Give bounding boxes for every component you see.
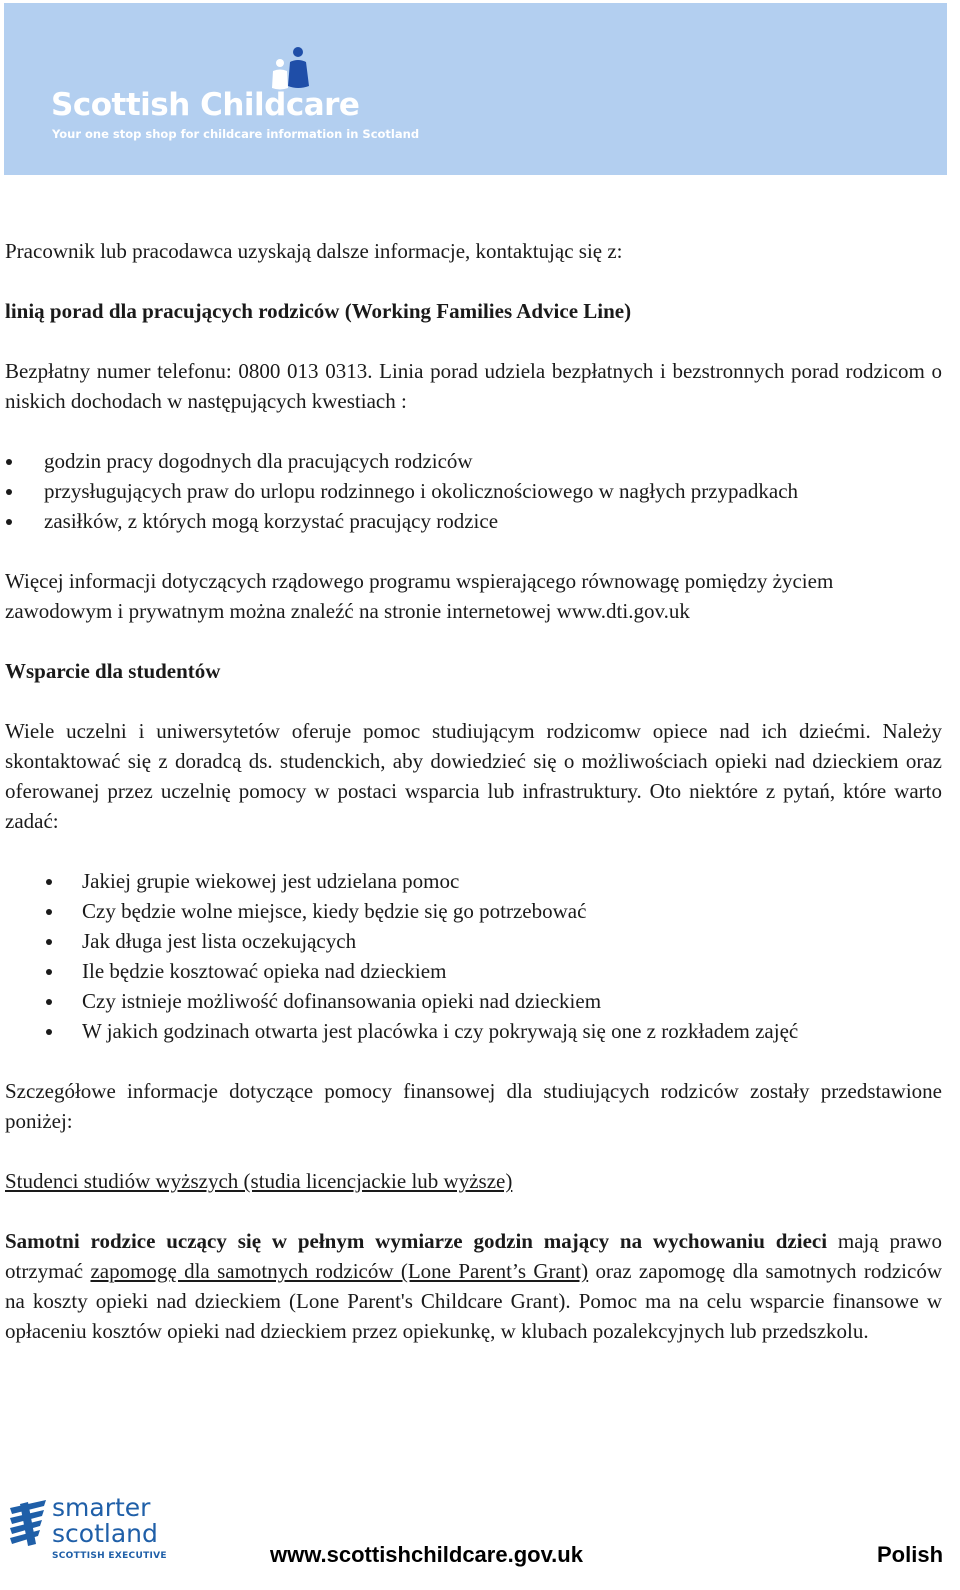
footer-url-link[interactable]: www.scottishchildcare.gov.uk — [270, 1542, 583, 1567]
list-item: Jakiej grupie wiekowej jest udzielana pomoc — [5, 866, 942, 896]
lone-parents-bold: Samotni rodzice uczący się w pełnym wymiarze godzin mający na wychowaniu dzieci — [5, 1229, 828, 1253]
list-item: Czy istnieje możliwość dofinansowania opieki nad dzieckiem — [5, 986, 942, 1016]
document-body — [5, 236, 942, 1346]
list-item: godzin pracy dogodnych dla pracujących rodziców — [5, 446, 942, 476]
students-text: Wiele uczelni i uniwersytetów oferuje pomoc studiującym rodzicomw opiece nad ich dziećmi. Należy skontaktować się z doradcą ds. studenckich, aby dowiedzieć się o możliwościach opieki nad dzieckiem oraz oferowanej przez uczelnię pomocy w postaci wsparcia lub infrastruktury. Oto niektóre z pytań, które warto zadać: — [5, 719, 942, 833]
header-banner — [4, 3, 947, 175]
students-heading: Wsparcie dla studentów — [5, 659, 221, 683]
brand-tagline: Your one stop shop for childcare information in Scotland — [52, 127, 420, 141]
lone-parents-text1: mają prawo otrzymać — [5, 1229, 942, 1283]
list-item: Ile będzie kosztować opieka nad dzieckiem — [5, 956, 942, 986]
list-item: zasiłków, z których mogą korzystać pracujący rodzice — [5, 506, 942, 536]
list-item: W jakich godzinach otwarta jest placówka i czy pokrywają się one z rozkładem zajęć — [5, 1016, 942, 1046]
advice-line-text: Bezpłatny numer telefonu: 0800 013 0313. Linia porad udziela bezpłatnych i bezstronnych porad rodzicom o niskich dochodach w następujących kwestiach : — [5, 359, 942, 413]
list-item: przysługujących praw do urlopu rodzinnego i okolicznościowego w nagłych przypadkach — [5, 476, 942, 506]
advice-topics-list — [5, 446, 942, 536]
footer-language: Polish — [877, 1542, 944, 1567]
list-item: Jak długa jest lista oczekujących — [5, 926, 942, 956]
scottish-executive-text: SCOTTISH EXECUTIVE — [52, 1551, 167, 1561]
intro-text: Pracownik lub pracodawca uzyskają dalsze informacje, kontaktując się z: — [5, 239, 623, 263]
list-item: Czy będzie wolne miejsce, kiedy będzie się go potrzebować — [5, 896, 942, 926]
questions-list — [5, 866, 942, 1046]
lone-parents-grant-link[interactable]: zapomogę dla samotnych rodziców (Lone Parent’s Grant) — [90, 1259, 589, 1283]
advice-line-heading: linią porad dla pracujących rodziców (Working Families Advice Line) — [5, 299, 632, 323]
more-info-text: Więcej informacji dotyczących rządowego programu wspierającego równowagę pomiędzy życiem zawodowym i prywatnym można znaleźć na stronie internetowej www.dti.gov.uk — [5, 569, 834, 623]
brand-name: Scottish Childcare — [51, 87, 360, 123]
scotland-text: scotland — [52, 1519, 158, 1548]
lone-parents-text2: oraz zapomogę dla samotnych rodziców na koszty opieki nad dzieckiem (Lone Parent's Childcare Grant). Pomoc ma na celu wsparcie finansowe w opłaceniu kosztów opieki nad dzieckiem przez opiekunkę, w klubach pozalekcyjnych lub przedszkolu. — [5, 1259, 942, 1343]
details-intro-text: Szczegółowe informacje dotyczące pomocy finansowej dla studiujących rodziców zostały przedstawione poniżej: — [5, 1079, 942, 1133]
higher-ed-heading: Studenci studiów wyższych (studia licencjackie lub wyższe) — [5, 1169, 513, 1193]
smarter-text: smarter — [52, 1493, 151, 1522]
lone-parents-paragraph — [5, 1226, 942, 1346]
family-logo-icon — [262, 46, 312, 92]
